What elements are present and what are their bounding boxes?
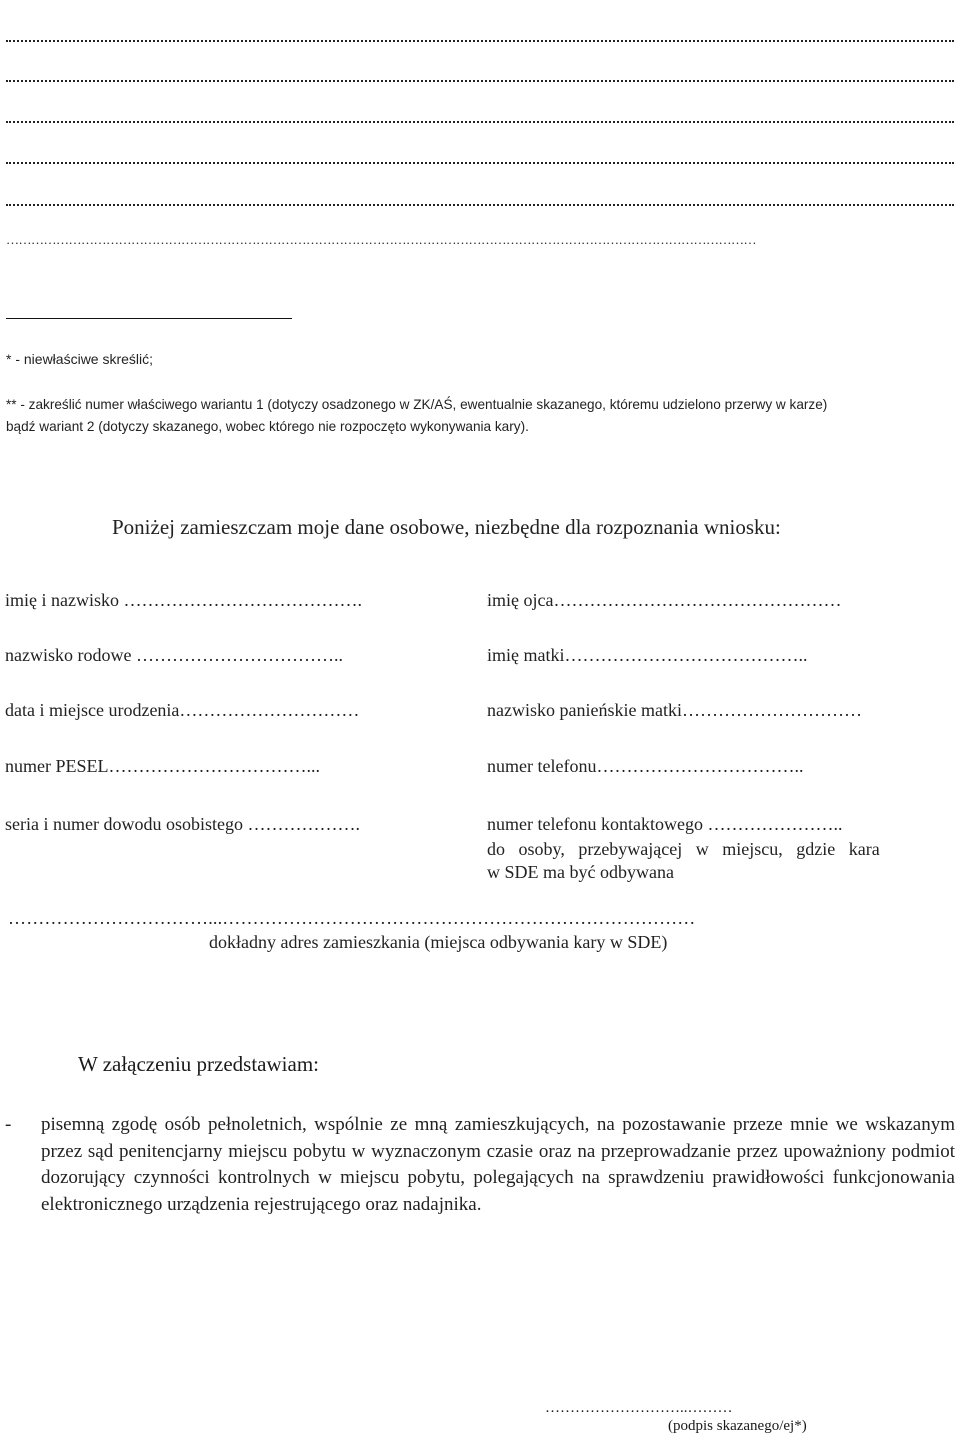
fill-line-2[interactable]: [6, 80, 954, 82]
field-mother-name[interactable]: imię matki…………………………………..: [487, 645, 808, 665]
field-pesel[interactable]: numer PESEL……………………………...: [5, 756, 320, 776]
note-strike: * - niewłaściwe skreślić;: [6, 351, 154, 367]
fill-line-3[interactable]: [6, 121, 954, 123]
attachment-bullet: -: [5, 1114, 12, 1135]
field-mother-maiden-name[interactable]: nazwisko panieńskie matki…………………………: [487, 700, 862, 720]
field-full-name[interactable]: imię i nazwisko ………………………………….: [5, 590, 362, 610]
fill-line-5[interactable]: [6, 204, 954, 206]
signature-fill-line[interactable]: ………………………..………: [545, 1400, 733, 1416]
address-fill-line[interactable]: ……………………………...……………………………………………………………………: [8, 908, 696, 928]
address-label: dokładny adres zamieszkania (miejsca odbywania kary w SDE): [209, 932, 668, 952]
field-id-card[interactable]: seria i numer dowodu osobistego ……………….: [5, 814, 360, 834]
contact-phone-note-line2: w SDE ma być odbywana: [487, 862, 674, 882]
fill-line-4[interactable]: [6, 162, 954, 164]
contact-phone-note-line1: do osoby, przebywającej w miejscu, gdzie kara: [487, 839, 880, 859]
personal-data-heading: Poniżej zamieszczam moje dane osobowe, niezbędne dla rozpoznania wniosku:: [112, 515, 781, 539]
field-contact-phone[interactable]: numer telefonu kontaktowego …………………..: [487, 814, 843, 834]
note-variant-line2: bądź wariant 2 (dotyczy skazanego, wobec którego nie rozpoczęto wykonywania kary).: [6, 419, 529, 434]
field-maiden-name[interactable]: nazwisko rodowe ……………………………..: [5, 645, 343, 665]
field-phone[interactable]: numer telefonu……………………………..: [487, 756, 804, 776]
attachment-item: pisemną zgodę osób pełnoletnich, wspólnie ze mną zamieszkujących, na pozostawanie przeze mnie we wskazanym przez sąd penitencjarny miejscu pobytu w wyznaczonym czasie oraz na przeprowadzanie przez upoważniony podmiot dozorujący czynności kontrolnych w miejscu pobytu, polegających na sprawdzeniu prawidłowości funkcjonowania elektronicznego urządzenia rejestrującego oraz nadajnika.: [41, 1114, 955, 1215]
attachments-heading: W załączeniu przedstawiam:: [78, 1052, 319, 1076]
note-variant-line1: ** - zakreślić numer właściwego wariantu 1 (dotyczy osadzonego w ZK/AŚ, ewentualnie skazanego, któremu udzielono przerwy w karze): [6, 397, 828, 412]
signature-label: (podpis skazanego/ej*): [668, 1418, 807, 1434]
field-father-name[interactable]: imię ojca…………………………………………: [487, 590, 842, 610]
field-birth-date-place[interactable]: data i miejsce urodzenia…………………………: [5, 700, 360, 720]
footnote-separator: [6, 318, 292, 319]
fill-line-1[interactable]: [6, 40, 954, 42]
fill-line-6[interactable]: ………………………………………………………………………………………………………………………………………………………………: [6, 232, 756, 247]
